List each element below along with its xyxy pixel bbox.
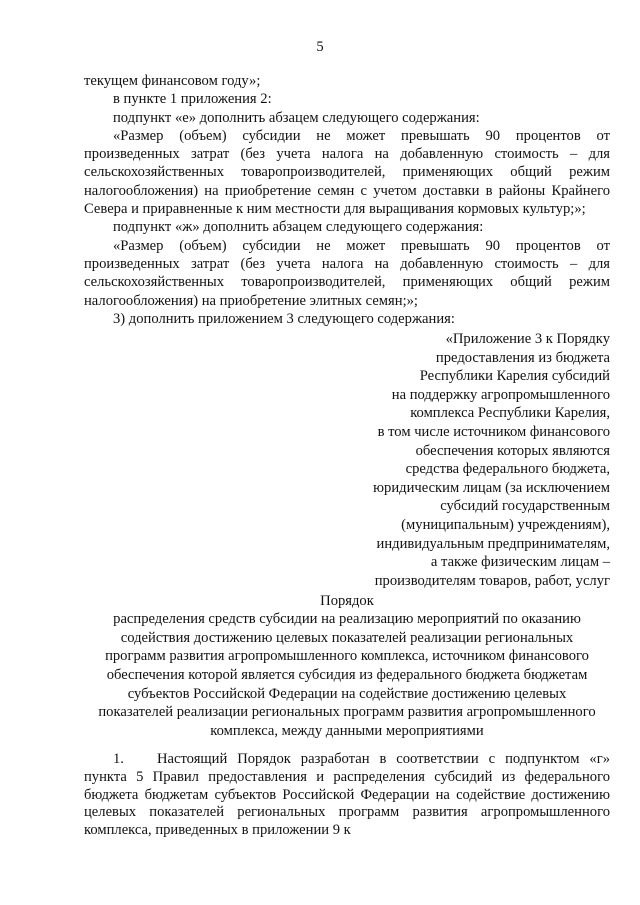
appendix-line: а также физическим лицам –: [430, 554, 610, 571]
title-description-line: комплекса, между данными мероприятиями: [210, 722, 484, 739]
order-title-block: [84, 592, 610, 740]
appendix-line: юридическим лицам (за исключением: [373, 479, 610, 496]
item-1-number: 1.: [113, 751, 124, 767]
appendix-line: индивидуальным предпринимателям,: [376, 535, 610, 552]
page-number: 5: [316, 39, 324, 55]
appendix-line: в том числе источником финансового: [377, 423, 610, 440]
paragraph: в пункте 1 приложения 2:: [113, 91, 272, 108]
title-description-line: содействия достижению целевых показателей реализации региональных: [120, 629, 574, 646]
appendix-line: «Приложение 3 к Порядку: [445, 331, 610, 347]
appendix-line: на поддержку агропромышленного: [391, 386, 610, 403]
paragraph: текущем финансовом году»;: [84, 73, 261, 89]
title-description-line: показателей реализации региональных программ развития агропромышленного: [98, 704, 596, 721]
appendix-line: субсидий государственным: [440, 498, 610, 515]
title-description-line: обеспечения которой является субсидия из федерального бюджета бюджетам: [106, 667, 588, 684]
appendix-line: предоставления из бюджета: [435, 349, 610, 366]
appendix-line: обеспечения которых являются: [415, 442, 610, 459]
appendix-line: комплекса Республики Карелия,: [410, 405, 610, 422]
order-title: Порядок: [320, 593, 374, 609]
paragraph: «Размер (объем) субсидии не может превышать 90 процентов от произведенных затрат (без учета налога на добавленную стоимость – для сельскохозяйственных товаропроизводителей, применяющих общий режим налогообложения) на приобретение семян с учетом доставки в районы Крайнего Севера и приравненные к ним местности для выращивания кормовых культур;»;: [84, 127, 610, 218]
appendix-line: производителям товаров, работ, услуг: [374, 572, 610, 589]
title-description-line: субъектов Российской Федерации на содействие достижению целевых: [127, 685, 567, 702]
paragraph: подпункт «ж» дополнить абзацем следующего содержания:: [113, 219, 484, 236]
appendix-line: (муниципальным) учреждениям),: [401, 516, 610, 533]
paragraph: подпункт «е» дополнить абзацем следующего содержания:: [113, 109, 480, 126]
item-1: [84, 751, 610, 840]
body-text: [84, 72, 610, 328]
title-description-line: программ развития агропромышленного комплекса, источником финансового: [105, 648, 589, 665]
item-1-text: Настоящий Порядок разработан в соответствии с подпунктом «г» пункта 5 Правил предоставления и распределения субсидий из федерального бюджета бюджетам субъектов Российской Федерации на содействие достижению целевых показателей региональных программ развития агропромышленного комплекса, приведенных в приложении 9 к: [84, 751, 610, 839]
appendix-header: [290, 330, 610, 590]
paragraph: 3) дополнить приложением 3 следующего содержания:: [113, 310, 455, 327]
appendix-line: средства федерального бюджета,: [405, 461, 610, 478]
order-title-description: [84, 610, 610, 740]
appendix-line: Республики Карелия субсидий: [419, 368, 610, 385]
title-description-line: распределения средств субсидии на реализацию мероприятий по оказанию: [113, 611, 581, 628]
paragraph: «Размер (объем) субсидии не может превышать 90 процентов от произведенных затрат (без учета налога на добавленную стоимость – для сельскохозяйственных товаропроизводителей, применяющих общий режим налогообложения) на приобретение элитных семян;»;: [84, 237, 610, 309]
